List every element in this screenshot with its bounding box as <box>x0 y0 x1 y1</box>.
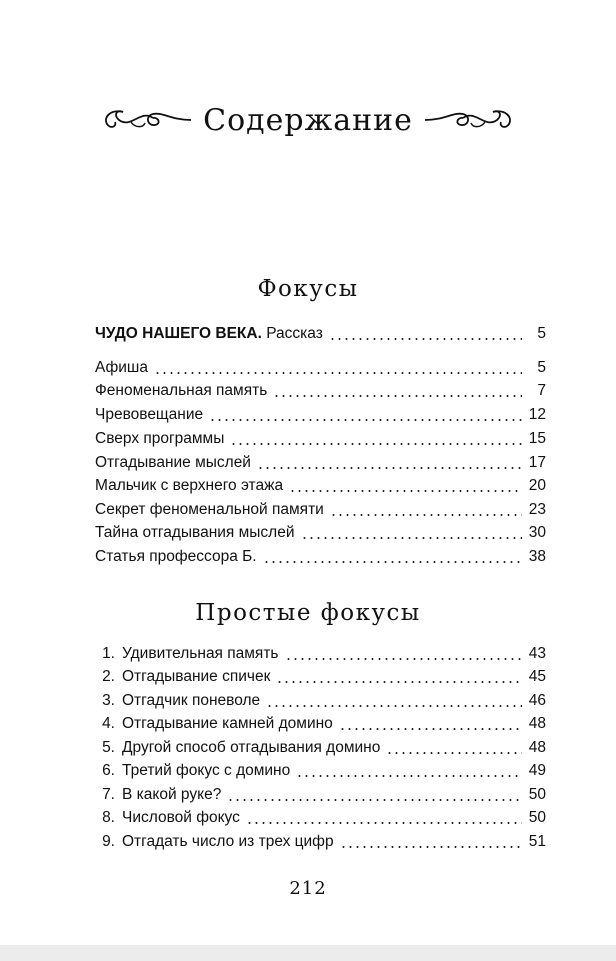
toc-entry-subtitle: Рассказ <box>266 325 323 342</box>
toc-entry-number: 1. <box>102 645 115 662</box>
toc-entry-page: 17 <box>528 454 546 471</box>
toc-entry-title: Отгадчик поневоле <box>122 692 261 709</box>
toc-entry-page: 45 <box>528 668 546 685</box>
toc-entry-title: Отгадывание камней домино <box>122 715 333 732</box>
toc-entry-page: 5 <box>537 325 546 342</box>
toc-entry-page: 48 <box>528 739 546 756</box>
toc-entry-number: 3. <box>102 692 115 709</box>
dot-leader <box>296 775 522 777</box>
toc-entry-page: 23 <box>528 501 546 518</box>
page-bottom-edge <box>0 945 616 961</box>
toc-entry <box>95 452 546 474</box>
toc-entry-title: Секрет феноменальной памяти <box>95 501 324 518</box>
toc-entry-title: Удивительная память <box>122 645 279 662</box>
left-flourish-ornament <box>101 105 193 135</box>
toc-entry <box>95 380 546 402</box>
right-flourish-ornament <box>423 105 515 135</box>
dot-leader <box>230 443 522 445</box>
toc-entry <box>101 666 546 688</box>
toc-entry <box>101 807 546 829</box>
toc-entry-title: Отгадывание спичек <box>122 668 271 685</box>
dot-leader <box>329 338 522 340</box>
dot-leader <box>339 728 522 730</box>
toc-entry-title: Статья профессора Б. <box>95 548 257 565</box>
toc-entry <box>101 643 546 665</box>
toc-entry <box>95 428 546 450</box>
toc-entry-title-main: ЧУДО НАШЕГО ВЕКА. <box>95 325 262 342</box>
toc-entry-title: Третий фокус с домино <box>122 762 291 779</box>
toc-entry <box>95 546 546 568</box>
toc-entry-title: Другой способ отгадывания домино <box>122 739 381 756</box>
dot-leader <box>289 490 522 492</box>
toc-entry-page: 46 <box>528 692 546 709</box>
toc-entry <box>101 784 546 806</box>
toc-entry <box>101 713 546 735</box>
dot-leader <box>276 681 522 683</box>
toc-entry-title: Отгадать число из трех цифр <box>122 833 334 850</box>
toc-entry <box>101 737 546 759</box>
toc-entry-title <box>95 323 323 345</box>
toc-entry-title: Афиша <box>95 359 148 376</box>
dot-leader <box>263 561 522 563</box>
section-heading-prostye-fokusy: Простые фокусы <box>195 600 421 626</box>
page-number: 212 <box>289 878 327 899</box>
dot-leader <box>266 705 522 707</box>
toc-entry-title: Чревовещание <box>95 406 204 423</box>
dot-leader <box>285 658 523 660</box>
toc-entry-page: 7 <box>537 382 546 399</box>
toc-entry-number: 2. <box>102 668 115 685</box>
dot-leader <box>301 537 522 539</box>
dot-leader <box>154 372 522 374</box>
toc-entry-number: 6. <box>102 762 115 779</box>
toc-entry <box>95 323 546 345</box>
toc-entry <box>95 475 546 497</box>
toc-entry <box>95 357 546 379</box>
toc-entry-page: 12 <box>528 406 546 423</box>
dot-leader <box>209 419 522 421</box>
toc-entry <box>95 522 546 544</box>
dot-leader <box>246 822 522 824</box>
section-heading-fokusy: Фокусы <box>257 276 359 302</box>
toc-entry <box>101 760 546 782</box>
toc-entry-title: Числовой фокус <box>122 809 240 826</box>
toc-entry-title: Феноменальная память <box>95 382 268 399</box>
toc-entry-title: Отгадывание мыслей <box>95 454 251 471</box>
toc-entry <box>95 404 546 426</box>
toc-entry-title: Мальчик с верхнего этажа <box>95 477 284 494</box>
toc-entry-page: 30 <box>528 524 546 541</box>
toc-entry <box>101 690 546 712</box>
toc-entry <box>101 831 546 853</box>
toc-entry-number: 9. <box>102 833 115 850</box>
toc-entry-number: 5. <box>102 739 115 756</box>
toc-entry-title: В какой руке? <box>122 786 222 803</box>
toc-entry-page: 20 <box>528 477 546 494</box>
toc-entry-page: 43 <box>528 645 546 662</box>
dot-leader <box>257 467 522 469</box>
toc-entry-page: 48 <box>528 715 546 732</box>
toc-entry-page: 5 <box>537 359 546 376</box>
dot-leader <box>386 752 522 754</box>
toc-entry-title: Тайна отгадывания мыслей <box>95 524 295 541</box>
toc-entry-page: 38 <box>528 548 546 565</box>
toc-entry-page: 50 <box>528 809 546 826</box>
toc-entry-page: 49 <box>528 762 546 779</box>
toc-entry-number: 4. <box>102 715 115 732</box>
toc-entry-number: 8. <box>102 809 115 826</box>
toc-entry-page: 15 <box>528 430 546 447</box>
dot-leader <box>340 846 522 848</box>
title-row <box>0 92 616 148</box>
contents-title: Содержание <box>203 102 413 138</box>
toc-entry-number: 7. <box>102 786 115 803</box>
dot-leader <box>330 514 522 516</box>
toc-entry-title: Сверх программы <box>95 430 225 447</box>
toc-entry-page: 51 <box>528 833 546 850</box>
toc-entry <box>95 499 546 521</box>
dot-leader <box>273 395 522 397</box>
toc-entry-page: 50 <box>528 786 546 803</box>
dot-leader <box>227 799 522 801</box>
